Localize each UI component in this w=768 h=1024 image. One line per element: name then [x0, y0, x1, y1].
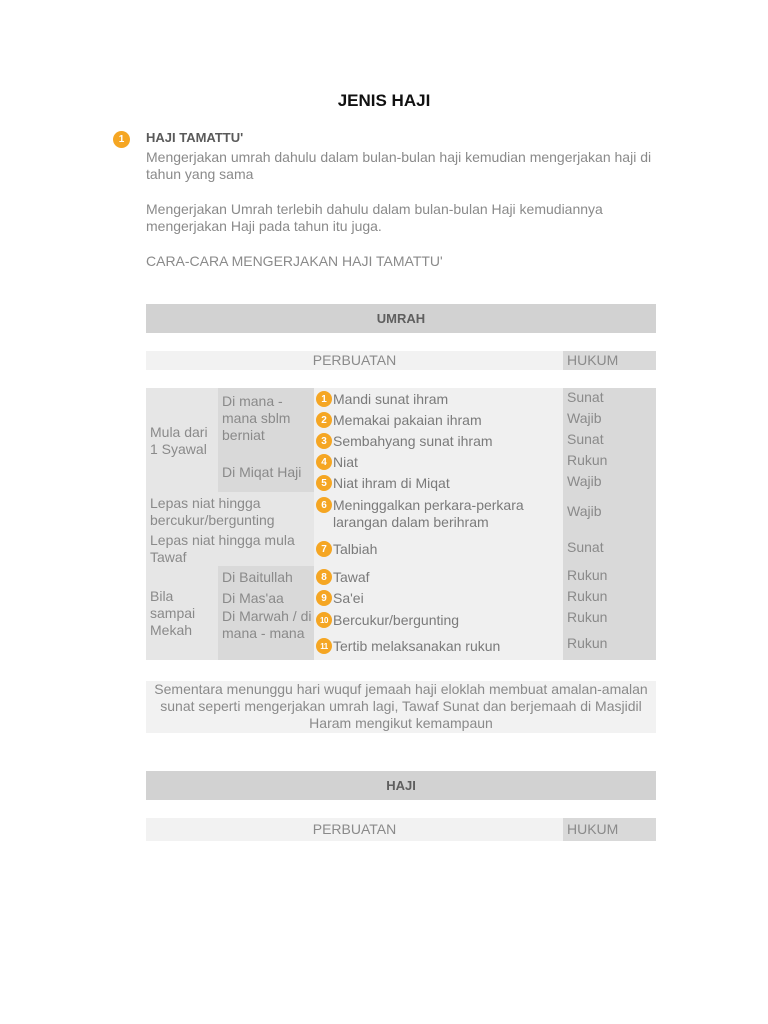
action-text: Niat ihram di Miqat — [333, 475, 450, 491]
hukum-value: Rukun — [567, 609, 608, 625]
perbuatan-header: PERBUATAN — [312, 352, 397, 368]
action-text: Meninggalkan perkara-perkara larangan dalam berihram — [333, 497, 524, 530]
group-label: Lepas niat hingga bercukur/bergunting — [150, 495, 275, 528]
hukum-value: Rukun — [567, 567, 608, 583]
section-description: Mengerjakan umrah dahulu dalam bulan-bulan haji kemudian mengerjakan haji di tahun yang sama — [146, 149, 652, 182]
group-label: Di Baitullah — [222, 569, 293, 585]
action-text: Tawaf — [333, 569, 370, 585]
step-number-badge: 5 — [316, 475, 332, 491]
action-text: Mandi sunat ihram — [333, 391, 449, 407]
umrah-table-header — [146, 351, 656, 370]
hukum-value: Wajib — [567, 410, 602, 426]
table-row — [316, 454, 561, 471]
umrah-note: Sementara menunggu hari wuquf jemaah haji eloklah membuat amalan-amalan sunat seperti mengerjakan umrah lagi, Tawaf Sunat dan berjemaah di Masjidil Haram mengikut kemampaun — [146, 681, 656, 733]
table-row — [316, 638, 561, 655]
hukum-value: Rukun — [567, 635, 608, 651]
table-row — [316, 541, 561, 558]
group-label: Di mana - mana sblm berniat — [222, 393, 291, 443]
table-row — [316, 433, 561, 450]
table-row — [316, 612, 561, 629]
hukum-value: Wajib — [567, 503, 602, 519]
hukum-value: Rukun — [567, 452, 608, 468]
step-number-badge: 2 — [316, 412, 332, 428]
action-text: Bercukur/bergunting — [333, 612, 460, 628]
group-label: Bila sampai Mekah — [150, 588, 196, 638]
section-title: HAJI TAMATTU' — [146, 130, 244, 145]
action-text: Niat — [333, 454, 358, 470]
cara-heading: CARA-CARA MENGERJAKAN HAJI TAMATTU' — [146, 253, 443, 269]
step-number-badge: 10 — [316, 612, 332, 628]
group-label: Lepas niat hingga mula Tawaf — [150, 532, 295, 565]
action-text: Sembahyang sunat ihram — [333, 433, 493, 449]
hukum-header: HUKUM — [563, 818, 656, 841]
step-number-badge: 11 — [316, 638, 332, 654]
action-text: Sa'ei — [333, 590, 364, 606]
table-row — [316, 475, 561, 492]
page-title: JENIS HAJI — [337, 91, 431, 110]
table-row — [316, 590, 561, 607]
group-label: Di Marwah / di mana - mana — [222, 608, 312, 641]
action-text: Talbiah — [333, 541, 378, 557]
umrah-bar: UMRAH — [146, 304, 656, 333]
table-row — [316, 412, 561, 429]
group-label: Mula dari 1 Syawal — [150, 424, 208, 457]
step-number-badge: 8 — [316, 569, 332, 585]
section-description-2: Mengerjakan Umrah terlebih dahulu dalam bulan-bulan Haji kemudiannya mengerjakan Haji pada tahun itu juga. — [146, 201, 603, 234]
action-text: Memakai pakaian ihram — [333, 412, 482, 428]
table-row — [316, 391, 561, 408]
group-label: Di Miqat Haji — [222, 464, 302, 480]
group-label: Di Mas'aa — [222, 590, 284, 606]
hukum-value: Wajib — [567, 473, 602, 489]
hukum-header: HUKUM — [563, 351, 656, 370]
step-number-badge: 9 — [316, 590, 332, 606]
perbuatan-header: PERBUATAN — [312, 821, 397, 837]
section-number-badge: 1 — [113, 131, 130, 148]
table-row — [316, 497, 561, 531]
haji-table-header — [146, 818, 656, 841]
hukum-value: Sunat — [567, 389, 604, 405]
hukum-value: Sunat — [567, 431, 604, 447]
hukum-value: Rukun — [567, 588, 608, 604]
step-number-badge: 7 — [316, 541, 332, 557]
step-number-badge: 6 — [316, 497, 332, 513]
step-number-badge: 3 — [316, 433, 332, 449]
action-text: Tertib melaksanakan rukun — [333, 638, 501, 654]
hukum-value: Sunat — [567, 539, 604, 555]
step-number-badge: 4 — [316, 454, 332, 470]
step-number-badge: 1 — [316, 391, 332, 407]
table-row — [316, 569, 561, 586]
haji-bar: HAJI — [146, 771, 656, 800]
